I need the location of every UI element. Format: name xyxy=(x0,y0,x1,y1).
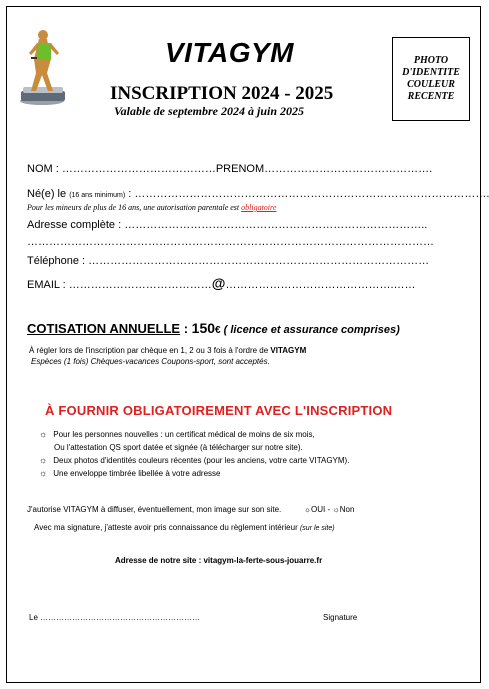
payment-line-1-text: À régler lors de l'inscription par chèque en 1, 2 ou 3 fois à l'ordre de xyxy=(29,346,271,355)
payment-line-1 xyxy=(29,345,306,356)
list-item-text: Une enveloppe timbrée libellée à votre adresse xyxy=(53,469,221,478)
site-url[interactable]: vitagym-la-ferte-sous-jouarre.fr xyxy=(203,556,323,565)
validity-text: Valable de septembre 2024 à juin 2025 xyxy=(114,104,304,118)
birthdate-label: Né(e) le xyxy=(27,188,70,200)
inscription-title: INSCRIPTION 2024 - 2025 xyxy=(110,83,334,104)
email-right: ……………………………………….…… xyxy=(225,279,416,291)
minor-note xyxy=(27,203,276,212)
required-title: À FOURNIR OBLIGATOIREMENT AVEC L'INSCRIPTION xyxy=(45,403,393,418)
gym-figure-logo xyxy=(17,29,77,109)
payment-info xyxy=(29,345,306,367)
date-place-field[interactable]: Le …………………………………………………… xyxy=(29,613,201,622)
consent-non-option[interactable]: ☼Non xyxy=(332,505,355,514)
sun-bullet-icon: ☼ xyxy=(39,429,48,439)
photo-line-2: D'IDENTITE xyxy=(402,67,460,78)
birthdate-field[interactable] xyxy=(27,188,489,200)
payment-line-1-name: VITAGYM xyxy=(270,346,307,355)
minor-note-required: obligatoire xyxy=(241,203,277,212)
consent-oui-option[interactable]: ☼OUI xyxy=(303,505,326,514)
nom-prenom-field[interactable]: NOM : ……………………………………PRENOM………………………………………. xyxy=(27,163,433,175)
list-item-text: Pour les personnes nouvelles : un certificat médical de moins de six mois, xyxy=(53,430,315,439)
address-field-line2[interactable]: ………………………………………………………………………………………………… xyxy=(27,236,434,248)
photo-line-4: RECENTE xyxy=(407,91,455,102)
rules-acknowledgement xyxy=(34,523,335,532)
rules-text: Avec ma signature, j'atteste avoir pris connaissance du règlement intérieur xyxy=(34,523,300,532)
list-item-text: Deux photos d'identités couleurs récentes (pour les anciens, votre carte VITAGYM). xyxy=(53,456,350,465)
cotisation-currency: € xyxy=(215,325,221,336)
email-at: @ xyxy=(211,275,226,291)
required-list xyxy=(39,428,349,480)
minor-note-text: Pour les mineurs de plus de 16 ans, une autorisation parentale est xyxy=(27,203,242,212)
cotisation-sep: : xyxy=(180,321,192,336)
phone-field[interactable]: Téléphone : ………………………………………………………………………………… xyxy=(27,255,430,267)
cotisation-detail: ( licence et assurance comprises) xyxy=(220,324,400,336)
email-left: EMAIL : ………………………………… xyxy=(27,279,212,291)
sun-bullet-icon: ☼ xyxy=(39,468,48,478)
consent-dash: - xyxy=(325,505,333,514)
cotisation-line xyxy=(27,320,400,336)
email-field[interactable] xyxy=(27,275,416,291)
list-item-continuation: Ou l'attestation QS sport datée et signée (à télécharger sur notre site). xyxy=(54,443,303,452)
cotisation-label: COTISATION ANNUELLE xyxy=(27,321,181,336)
photo-line-1: PHOTO xyxy=(413,55,449,66)
photo-box xyxy=(392,37,470,121)
signature-label: Signature xyxy=(323,613,358,622)
image-consent-text: J'autorise VITAGYM à diffuser, éventuellement, mon image sur son site. xyxy=(27,505,282,514)
cotisation-amount: 150 xyxy=(191,320,216,336)
address-field[interactable]: Adresse complète : ……………………………………………………………………….. xyxy=(27,219,428,231)
photo-line-3: COULEUR xyxy=(407,79,455,90)
payment-line-2: Espèces (1 fois) Chèques-vacances Coupons-sport, sont acceptés. xyxy=(31,357,270,366)
registration-form xyxy=(6,6,489,683)
sun-bullet-icon: ☼ xyxy=(39,455,48,465)
site-address xyxy=(115,556,322,565)
list-item xyxy=(39,454,349,467)
brand-title: VITAGYM xyxy=(165,37,294,68)
rules-small: (sur le site) xyxy=(299,525,335,532)
birthdate-min-age: (16 ans minimum) xyxy=(69,192,126,199)
image-consent xyxy=(27,505,354,514)
birthdate-dots: : ……………………………………………………………………………………. xyxy=(125,188,489,200)
list-item xyxy=(39,467,349,480)
list-item xyxy=(39,428,349,441)
site-label: Adresse de notre site : xyxy=(115,556,204,565)
